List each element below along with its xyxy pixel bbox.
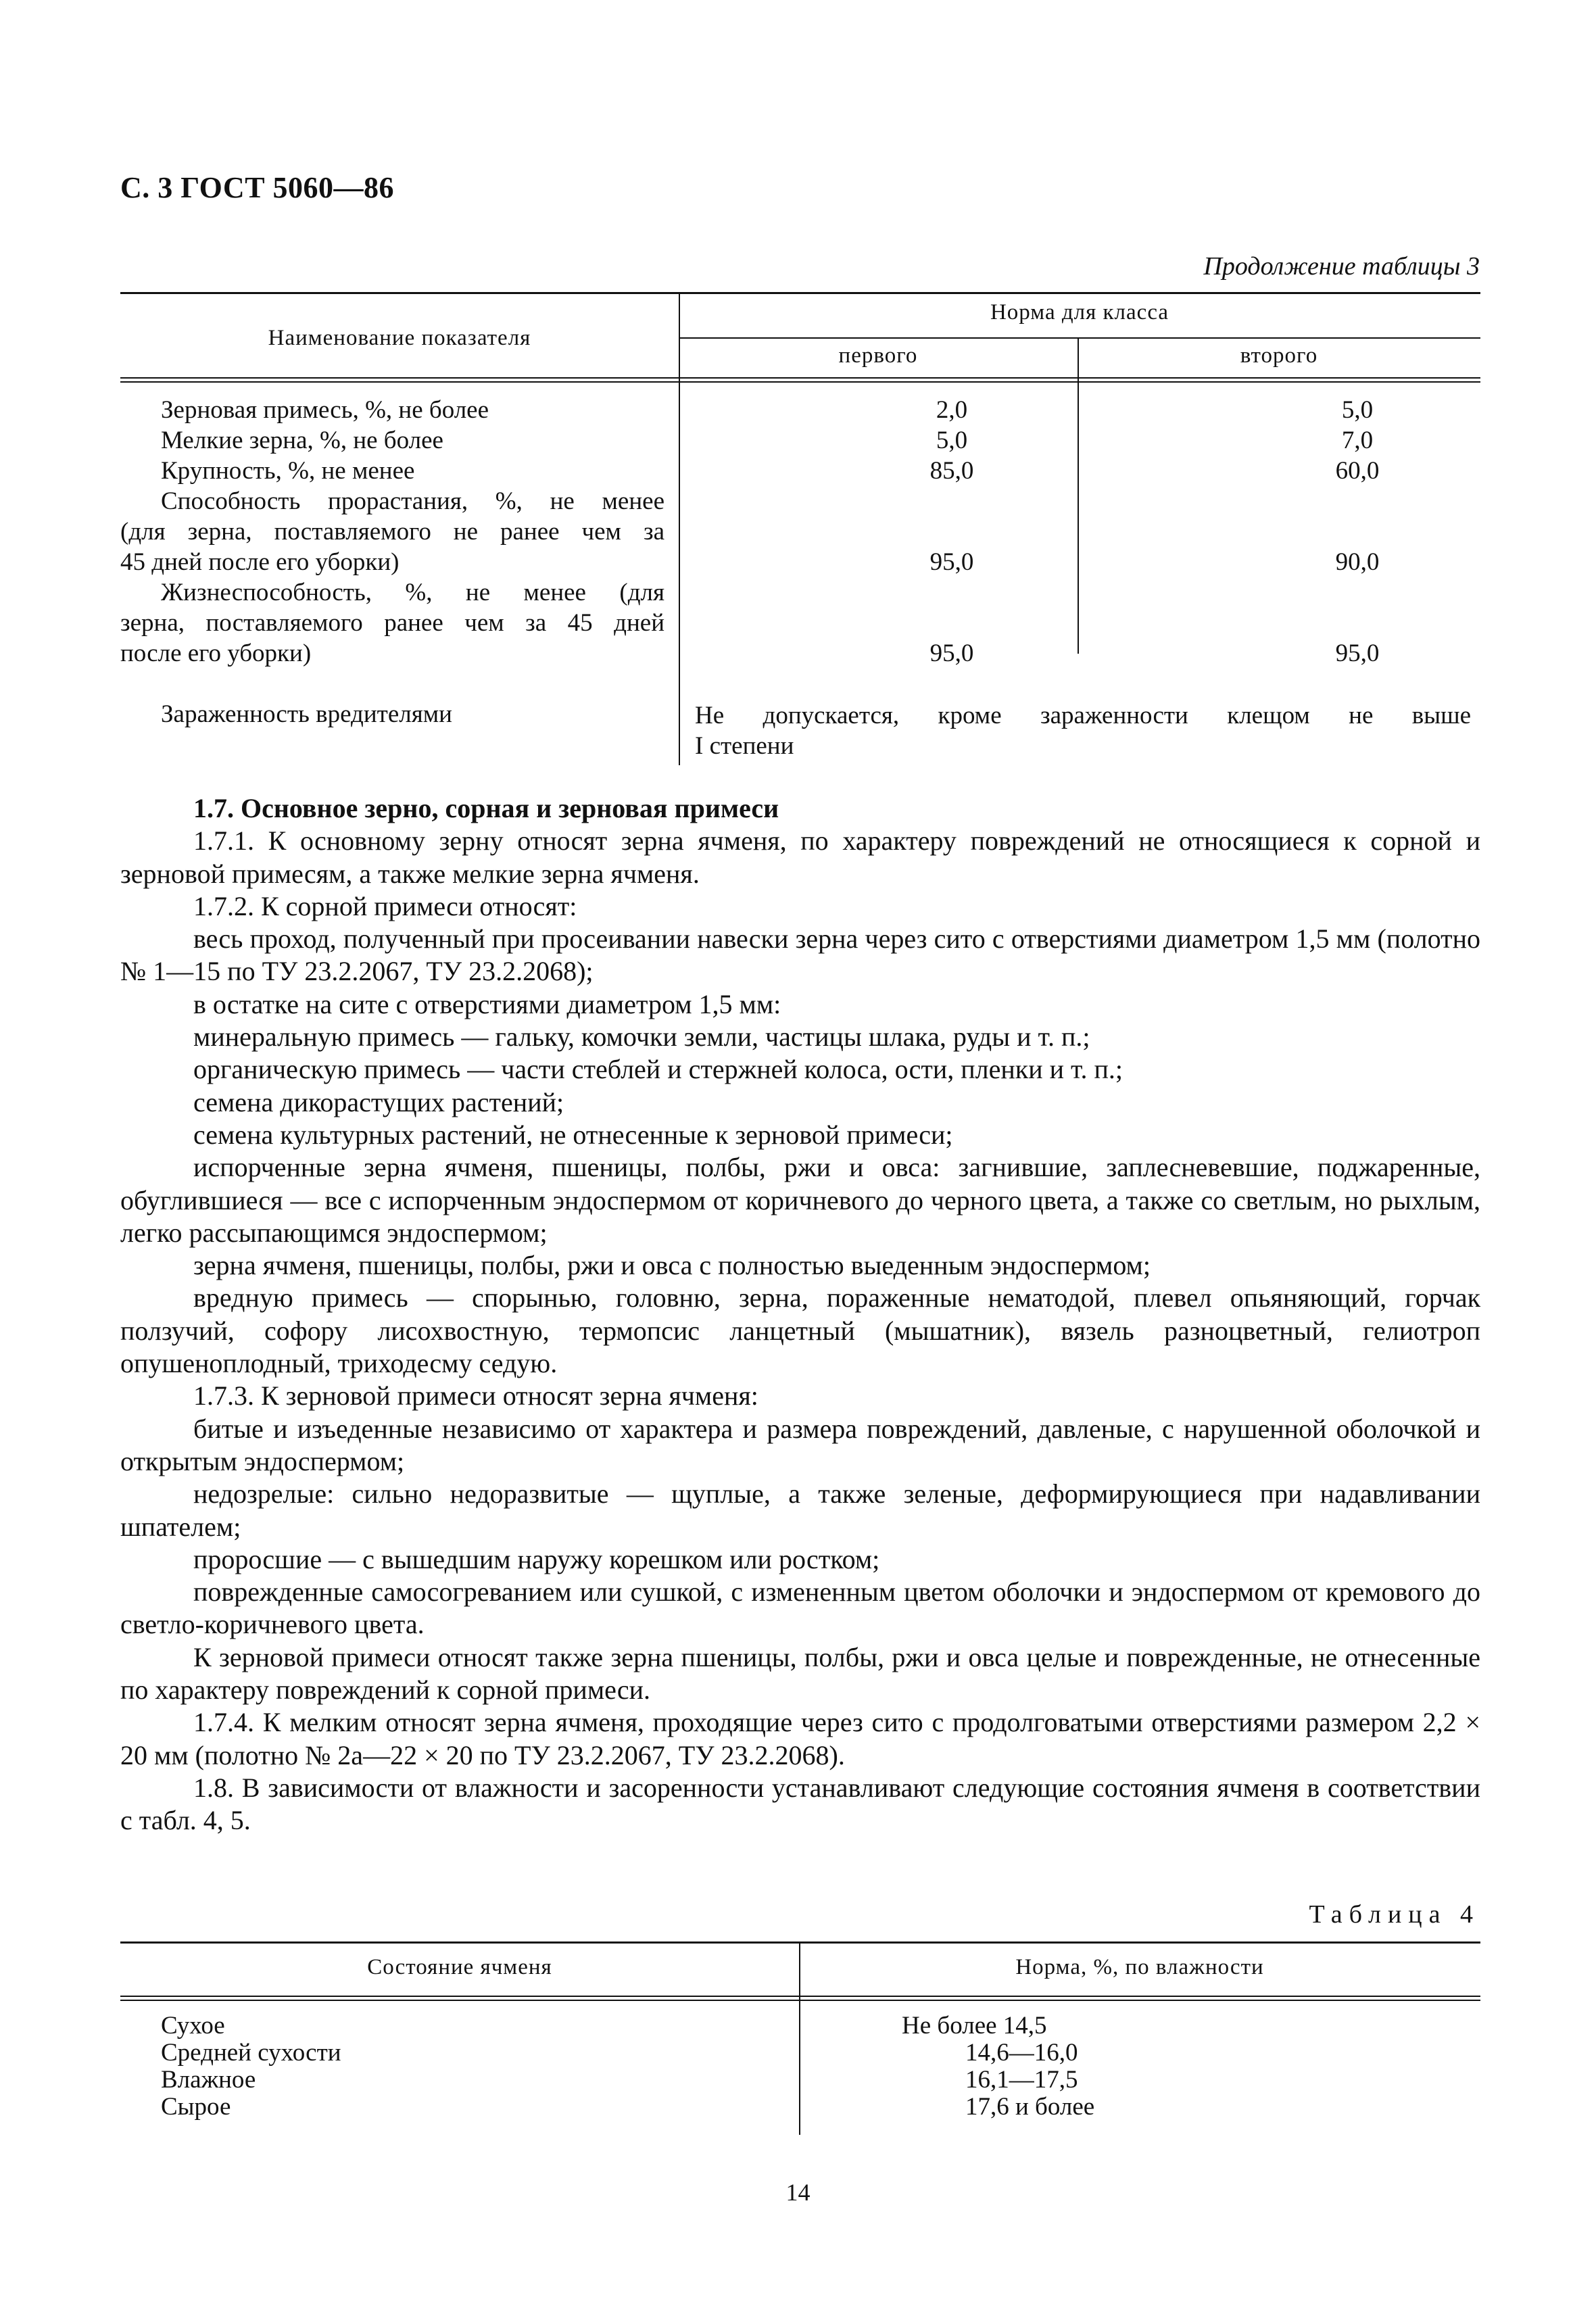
table4	[120, 1941, 1480, 2138]
paragraph: семена культурных растений, не отнесенные к зерновой примеси;	[193, 1119, 953, 1150]
table3-caption: Продолжение таблицы 3	[1203, 252, 1480, 281]
table3-row-label: 45 дней после его уборки)	[120, 548, 400, 576]
paragraph: битые и изъеденные независимо от характера и размера повреждений, давленые, с нарушенной оболочкой и открытым эндоспермом;	[120, 1413, 1480, 1476]
col-header-first: первого	[838, 343, 918, 368]
page-header: С. 3 ГОСТ 5060—86	[120, 171, 395, 204]
table4-row-norm: 16,1—17,5	[965, 2066, 1078, 2094]
paragraph: органическую примесь — части стеблей и стержней колоса, ости, пленки и т. п.;	[193, 1054, 1123, 1085]
paragraph: 1.7.2. К сорной примеси относят:	[193, 890, 577, 921]
paragraph: семена дикорастущих растений;	[193, 1086, 564, 1117]
table3-row-second: 90,0	[1335, 548, 1380, 576]
paragraph: минеральную примесь — гальку, комочки земли, частицы шлака, руды и т. п.;	[193, 1021, 1090, 1053]
col-header-moisture: Норма, %, по влажности	[1015, 1955, 1264, 1979]
table3-row-label: (для зерна, поставляемого не ранее чем за	[120, 518, 664, 546]
table3-subheader-rule	[679, 337, 1480, 339]
paragraph: поврежденные самосогреванием или сушкой, с измененным цветом оболочки и эндоспермом от кремового до светло-коричневого цвета.	[120, 1576, 1480, 1640]
paragraph: 1.7.4. К мелким относят зерна ячменя, проходящие через сито с продолговатыми отверстиями размером 2,2 × 20 мм (полотно № 2а—22 × 20 по ТУ 23.2.2067, ТУ 23.2.2068).	[120, 1707, 1480, 1770]
table3-pests-label: Зараженность вредителями	[161, 700, 452, 728]
table3	[120, 292, 1480, 772]
page-number: 14	[785, 2179, 811, 2206]
table3-row-label: Крупность, %, не менее	[161, 457, 415, 485]
table4-caption: Таблица 4	[1309, 1900, 1480, 1929]
table3-row-label: Способность прорастания, %, не менее	[161, 487, 664, 515]
paragraph: испорченные зерна ячменя, пшеницы, полбы, ржи и овса: загнившие, заплесневевшие, поджаренные, обуглившиеся — все с испорченным эндоспермом от коричневого до черного цвета, а также со светлым, но рыхлым, легко рассыпающимся эндоспермом;	[120, 1152, 1480, 1248]
table4-row-state: Сырое	[161, 2093, 231, 2121]
table3-row-second: 95,0	[1335, 640, 1380, 667]
table3-row-label: Жизнеспособность, %, не менее (для	[161, 579, 664, 606]
col-header-second: второго	[1240, 343, 1318, 368]
table3-row-second: 7,0	[1341, 427, 1374, 454]
table3-row-label: после его уборки)	[120, 640, 312, 667]
table4-row-state: Влажное	[161, 2066, 256, 2094]
paragraph: вредную примесь — спорынью, головню, зерна, пораженные нематодой, плевел опьяняющий, горчак ползучий, софору лисохвостную, термопсис ланцетный (мышатник), вязель разноцветный, гелиотроп опушеноплодный, триходесму седую.	[120, 1282, 1480, 1379]
paragraph: 1.8. В зависимости от влажности и засоренности устанавливают следующие состояния ячменя в соответствии с табл. 4, 5.	[120, 1772, 1480, 1836]
table3-row-label: Зерновая примесь, %, не более	[161, 396, 489, 424]
table3-row-label: Мелкие зерна, %, не более	[161, 427, 443, 454]
paragraph: весь проход, полученный при просеивании навески зерна через сито с отверстиями диаметром 1,5 мм (полотно № 1—15 по ТУ 23.2.2067, ТУ 23.2.2068);	[120, 923, 1480, 987]
table3-row-first: 85,0	[929, 457, 974, 485]
table4-row-norm: 17,6 и более	[965, 2093, 1095, 2121]
table3-pests-value-cont: I степени	[695, 732, 794, 760]
table3-row-first: 2,0	[936, 396, 968, 424]
col-header-norm: Норма для класса	[990, 300, 1169, 324]
table4-top-rule	[120, 1941, 1480, 1944]
section-heading: 1.7. Основное зерно, сорная и зерновая примеси	[193, 793, 779, 823]
table3-row-first: 95,0	[929, 640, 974, 667]
table3-header-rule	[120, 377, 1480, 383]
paragraph: 1.7.3. К зерновой примеси относят зерна ячменя:	[193, 1380, 758, 1412]
table3-col-divider-2	[1078, 337, 1079, 654]
table3-row-second: 5,0	[1341, 396, 1374, 424]
table4-row-state: Средней сухости	[161, 2039, 341, 2067]
table4-header-rule	[120, 1996, 1480, 2001]
paragraph: 1.7.1. К основному зерну относят зерна ячменя, по характеру повреждений не относящиеся к сорной и зерновой примесям, а также мелкие зерна ячменя.	[120, 825, 1480, 889]
table4-row-norm: Не более 14,5	[902, 2012, 1047, 2040]
table3-row-label: зерна, поставляемого ранее чем за 45 дней	[120, 609, 664, 637]
paragraph: проросшие — с вышедшим наружу корешком или ростком;	[193, 1543, 880, 1574]
table4-row-state: Сухое	[161, 2012, 225, 2040]
paragraph: зерна ячменя, пшеницы, полбы, ржи и овса с полностью выеденным эндоспермом;	[193, 1250, 1151, 1281]
table3-pests-value: Не допускается, кроме зараженности клещом не выше	[695, 702, 1471, 729]
table3-top-rule	[120, 292, 1480, 294]
table4-row-norm: 14,6—16,0	[965, 2039, 1078, 2067]
paragraph: в остатке на сите с отверстиями диаметром 1,5 мм:	[193, 988, 781, 1019]
table3-row-second: 60,0	[1335, 457, 1380, 485]
table3-row-first: 5,0	[936, 427, 968, 454]
col-header-name: Наименование показателя	[268, 326, 531, 350]
paragraph: К зерновой примеси относят также зерна пшеницы, полбы, ржи и овса целые и поврежденные, не отнесенные по характеру повреждений к сорной примеси.	[120, 1641, 1480, 1706]
col-header-state: Состояние ячменя	[367, 1955, 552, 1979]
paragraph: недозрелые: сильно недоразвитые — щуплые, а также зеленые, деформирующиеся при надавливании шпателем;	[120, 1478, 1480, 1542]
table3-row-first: 95,0	[929, 548, 974, 576]
body-text	[120, 792, 1480, 1837]
